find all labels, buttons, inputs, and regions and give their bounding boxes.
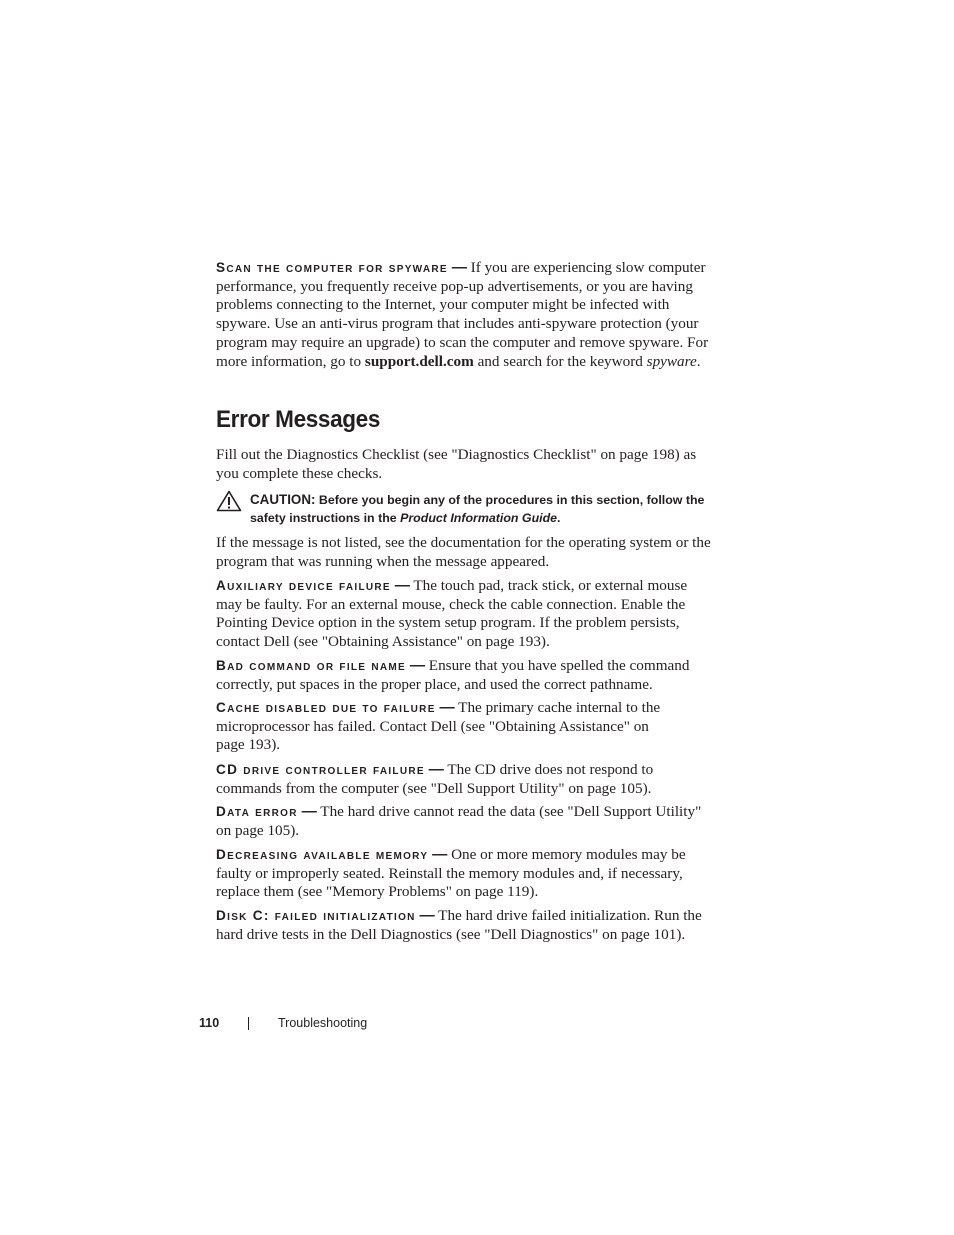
spyware-text: If you are experiencing slow computer performance, you frequently receive pop-up advertisements, or you are having problems connecting to the Internet, your computer might be infected with spyware. Use an anti-virus program that includes anti-spyware protection (your program may require an upgrade) to scan the computer and remove spyware. For more information, go to [216, 259, 709, 370]
error-description: The hard drive failed initialization. Run the hard drive tests in the Dell Diagnostics (see "Dell Diagnostics" on page 101). [216, 907, 702, 943]
caution-body: Before you begin any of the procedures in this section, follow the safety instructions in the [250, 493, 705, 526]
error-description: The CD drive does not respond to commands from the computer (see "Dell Support Utility" on page 105). [216, 761, 654, 797]
error-entry [216, 699, 666, 755]
error-term: Data error [216, 804, 298, 819]
guide-title: Product Information Guide [400, 511, 558, 526]
error-entry [216, 846, 714, 902]
period: . [696, 352, 701, 370]
em-dash: — [451, 259, 467, 276]
em-dash: — [428, 761, 444, 778]
caution-triangle-icon [216, 490, 242, 512]
error-description: Ensure that you have spelled the command correctly, put spaces in the proper place, and used the correct pathname. [216, 657, 690, 693]
page-number: 110 [199, 1016, 220, 1030]
em-dash: — [439, 699, 455, 716]
error-term: Decreasing available memory [216, 847, 429, 862]
spyware-text-after: and search for the keyword [473, 352, 647, 370]
period: . [557, 511, 561, 526]
error-term: CD drive controller failure [216, 762, 425, 777]
error-entry [216, 803, 714, 840]
error-description: The touch pad, track stick, or external mouse may be faulty. For an external mouse, check the cable connection. Enable the Pointing Device option in the system setup program. If the problem persists, contact Dell (see "Obtaining Assistance" on page 193). [216, 577, 688, 651]
error-term: Disk C: failed initialization [216, 908, 416, 923]
caution-label: CAUTION: [250, 492, 316, 507]
error-description: One or more memory modules may be faulty or improperly seated. Reinstall the memory modules and, if necessary, replace them (see "Memory Problems" on page 119). [216, 846, 686, 901]
not-listed-paragraph: If the message is not listed, see the documentation for the operating system or the program that was running when the message appeared. [216, 534, 711, 570]
spyware-term: Scan the computer for spyware [216, 260, 448, 275]
error-entry [216, 907, 714, 944]
em-dash: — [419, 907, 435, 924]
em-dash: — [394, 577, 410, 594]
footer-section-name: Troubleshooting [278, 1016, 368, 1030]
em-dash: — [432, 846, 448, 863]
footer-divider [248, 1017, 249, 1030]
error-entry [216, 761, 714, 798]
error-description: The primary cache internal to the microprocessor has failed. Contact Dell (see "Obtaining Assistance" on page 193). [216, 699, 661, 754]
error-term: Cache disabled due to failure [216, 700, 436, 715]
error-term: Bad command or file name [216, 658, 407, 673]
caution-text [250, 491, 720, 528]
em-dash: — [301, 803, 317, 820]
error-term: Auxiliary device failure [216, 578, 391, 593]
error-entry [216, 577, 714, 652]
error-entry [216, 657, 714, 694]
spyware-keyword: spyware [646, 352, 697, 370]
em-dash: — [409, 657, 425, 674]
section-title: Error Messages [216, 406, 380, 433]
page-footer [0, 1016, 954, 1036]
spyware-paragraph [216, 259, 714, 371]
error-description: The hard drive cannot read the data (see "Dell Support Utility" on page 105). [216, 803, 702, 839]
support-link[interactable]: support.dell.com [364, 352, 474, 370]
intro-paragraph: Fill out the Diagnostics Checklist (see "Diagnostics Checklist" on page 198) as you complete these checks. [216, 446, 697, 482]
